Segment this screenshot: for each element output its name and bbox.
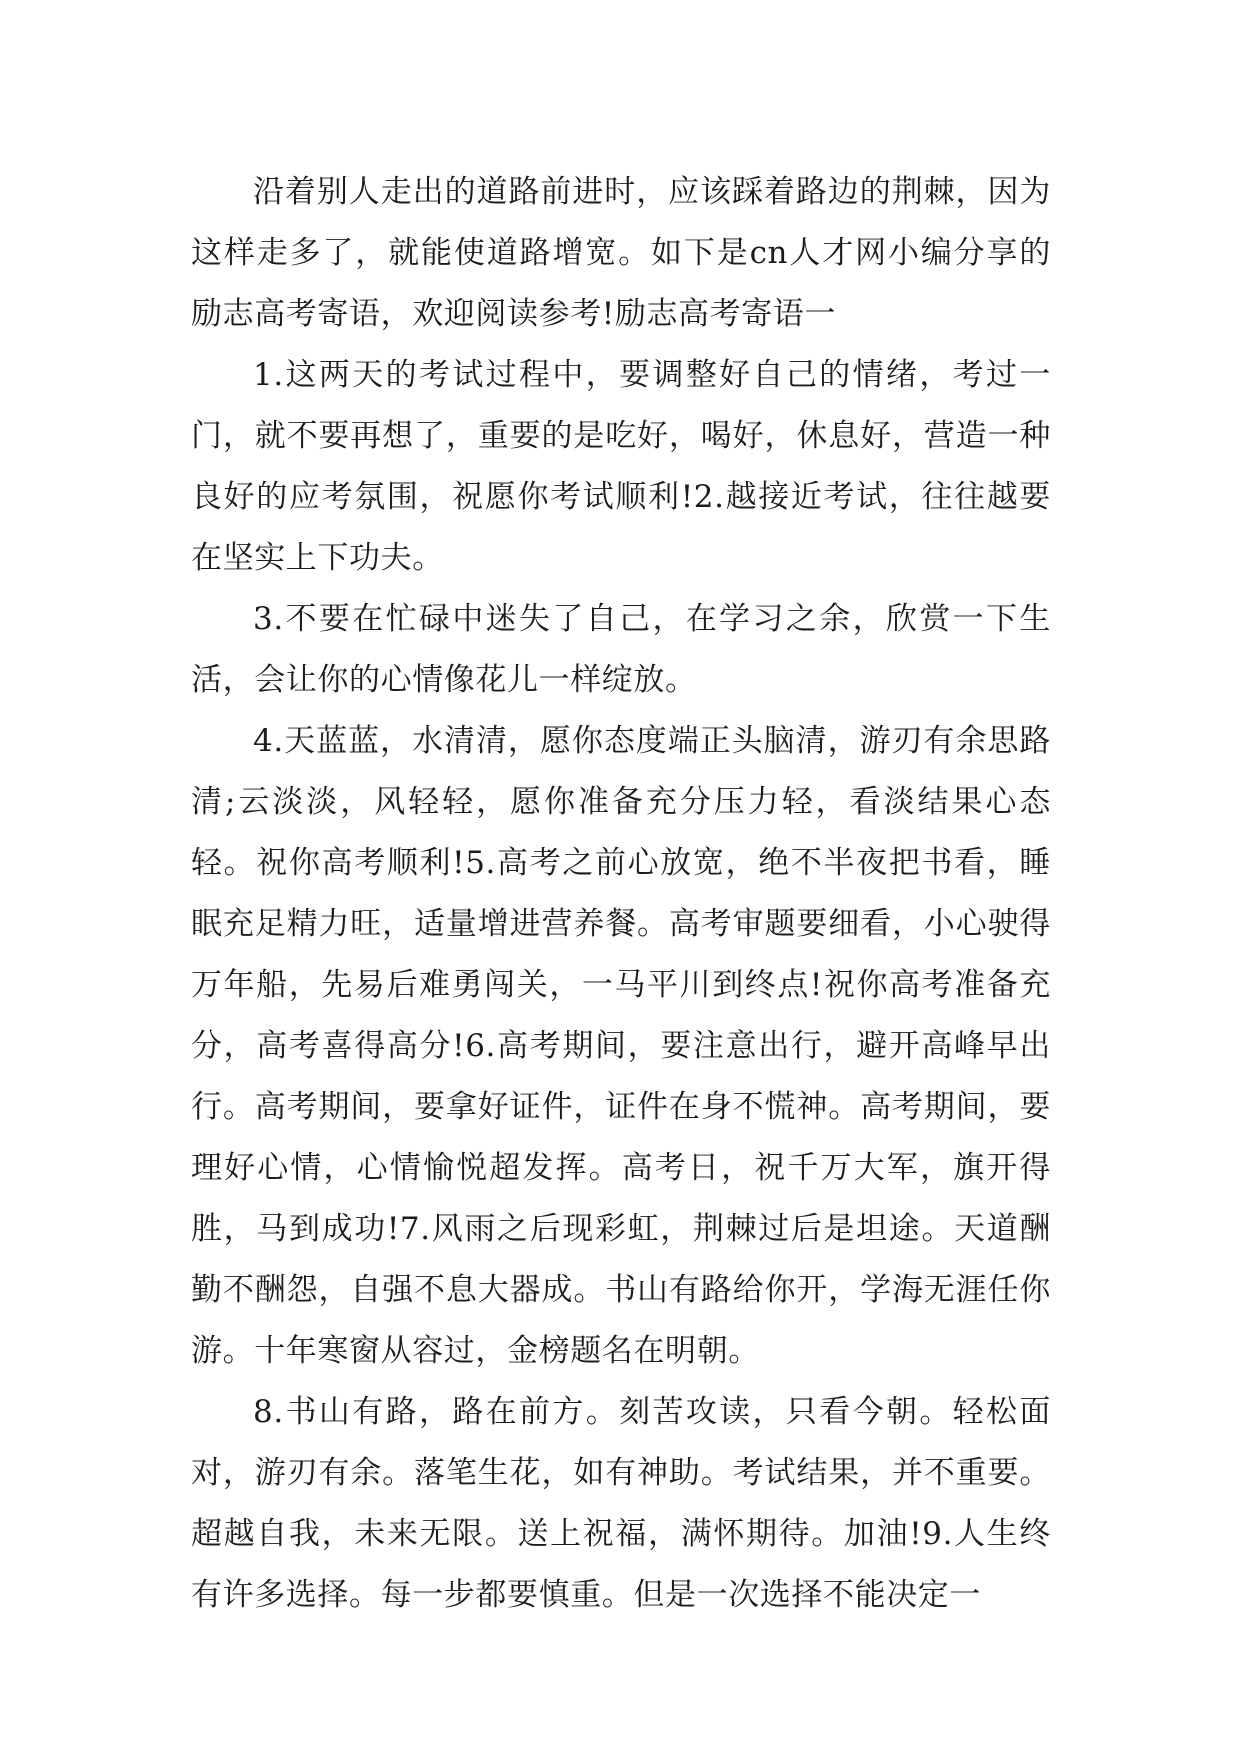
paragraph-wishes-1-2: 1.这两天的考试过程中，要调整好自己的情绪，考过一门，就不要再想了，重要的是吃好，喝好，休息好，营造一种良好的应考氛围，祝愿你考试顺利!2.越接近考试，往往越要在坚实上下功夫。 (191, 357, 1051, 576)
paragraph-intro: 沿着别人走出的道路前进时，应该踩着路边的荆棘，因为这样走多了，就能使道路增宽。如下是cn人才网小编分享的励志高考寄语，欢迎阅读参考!励志高考寄语一 (191, 174, 1051, 332)
paragraph-wish-3: 3.不要在忙碌中迷失了自己，在学习之余，欣赏一下生活，会让你的心情像花儿一样绽放。 (191, 601, 1051, 698)
paragraph-wishes-4-7: 4.天蓝蓝，水清清，愿你态度端正头脑清，游刃有余思路清;云淡淡，风轻轻，愿你准备充分压力轻，看淡结果心态轻。祝你高考顺利!5.高考之前心放宽，绝不半夜把书看，睡眠充足精力旺，适量增进营养餐。高考审题要细看，小心驶得万年船，先易后难勇闯关，一马平川到终点!祝你高考准备充分，高考喜得高分!6.高考期间，要注意出行，避开高峰早出行。高考期间，要拿好证件，证件在身不慌神。高考期间，要理好心情，心情愉悦超发挥。高考日，祝千万大军，旗开得胜，马到成功!7.风雨之后现彩虹，荆棘过后是坦途。天道酬勤不酬怨，自强不息大器成。书山有路给你开，学海无涯任你游。十年寒窗从容过，金榜题名在明朝。 (191, 723, 1051, 1369)
document-body (191, 162, 1051, 1626)
paragraph-wishes-8-9: 8.书山有路，路在前方。刻苦攻读，只看今朝。轻松面对，游刃有余。落笔生花，如有神助。考试结果，并不重要。超越自我，未来无限。送上祝福，满怀期待。加油!9.人生终有许多选择。每一步都要慎重。但是一次选择不能决定一 (191, 1394, 1051, 1613)
